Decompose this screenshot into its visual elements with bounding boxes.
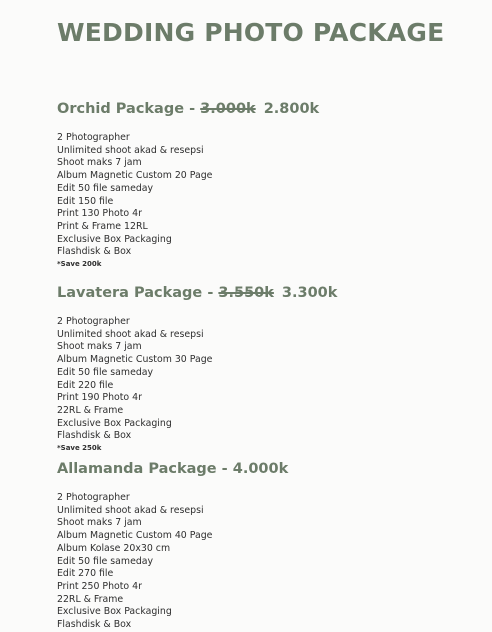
list-item: Edit 50 file sameday — [57, 555, 154, 567]
feature-list — [57, 492, 477, 632]
list-item: Edit 220 file — [57, 379, 114, 391]
list-item: Album Magnetic Custom 30 Page — [57, 354, 213, 366]
list-item: Shoot maks 7 jam — [57, 517, 142, 529]
list-item: 22RL & Frame — [57, 593, 124, 605]
list-item: Shoot maks 7 jam — [57, 157, 142, 169]
savings-note: *Save 200k — [57, 260, 102, 269]
package-orchid — [57, 100, 477, 269]
package-heading — [57, 284, 477, 302]
list-item: Flashdisk & Box — [57, 246, 132, 258]
list-item: Print 250 Photo 4r — [57, 580, 142, 592]
package-name: Allamanda Package - 4.000k — [57, 461, 289, 477]
list-item: Flashdisk & Box — [57, 430, 132, 442]
page-title: WEDDING PHOTO PACKAGE — [57, 18, 445, 47]
list-item: Print 130 Photo 4r — [57, 208, 142, 220]
list-item: Unlimited shoot akad & resepsi — [57, 144, 204, 156]
old-price: 3.000k — [200, 101, 256, 117]
list-item: Album Magnetic Custom 20 Page — [57, 170, 213, 182]
list-item: Unlimited shoot akad & resepsi — [57, 504, 204, 516]
list-item: Flashdisk & Box — [57, 619, 132, 631]
list-item: Shoot maks 7 jam — [57, 341, 142, 353]
package-name: Lavatera Package - — [57, 285, 219, 301]
list-item: 22RL & Frame — [57, 404, 124, 416]
list-item: Edit 50 file sameday — [57, 182, 154, 194]
list-item: Print & Frame 12RL — [57, 220, 148, 232]
new-price: 2.800k — [263, 101, 320, 117]
list-item: Exclusive Box Packaging — [57, 233, 172, 245]
list-item: Album Kolase 20x30 cm — [57, 542, 171, 554]
new-price: 3.300k — [281, 285, 338, 301]
feature-list — [57, 316, 477, 443]
list-item: Exclusive Box Packaging — [57, 606, 172, 618]
old-price: 3.550k — [218, 285, 274, 301]
list-item: Edit 50 file sameday — [57, 366, 154, 378]
feature-list — [57, 132, 477, 259]
savings-note: *Save 250k — [57, 444, 102, 453]
list-item: Unlimited shoot akad & resepsi — [57, 328, 204, 340]
package-name: Orchid Package - — [57, 101, 201, 117]
list-item: Edit 270 file — [57, 568, 114, 580]
package-heading — [57, 100, 477, 118]
list-item: 2 Photographer — [57, 492, 130, 503]
list-item: Exclusive Box Packaging — [57, 417, 172, 429]
list-item: Album Magnetic Custom 40 Page — [57, 530, 213, 542]
list-item: 2 Photographer — [57, 316, 130, 327]
list-item: Print 190 Photo 4r — [57, 392, 142, 404]
list-item: Edit 150 file — [57, 195, 114, 207]
list-item: 2 Photographer — [57, 132, 130, 143]
package-lavatera — [57, 284, 477, 453]
package-heading — [57, 460, 477, 478]
package-allamanda — [57, 460, 477, 632]
